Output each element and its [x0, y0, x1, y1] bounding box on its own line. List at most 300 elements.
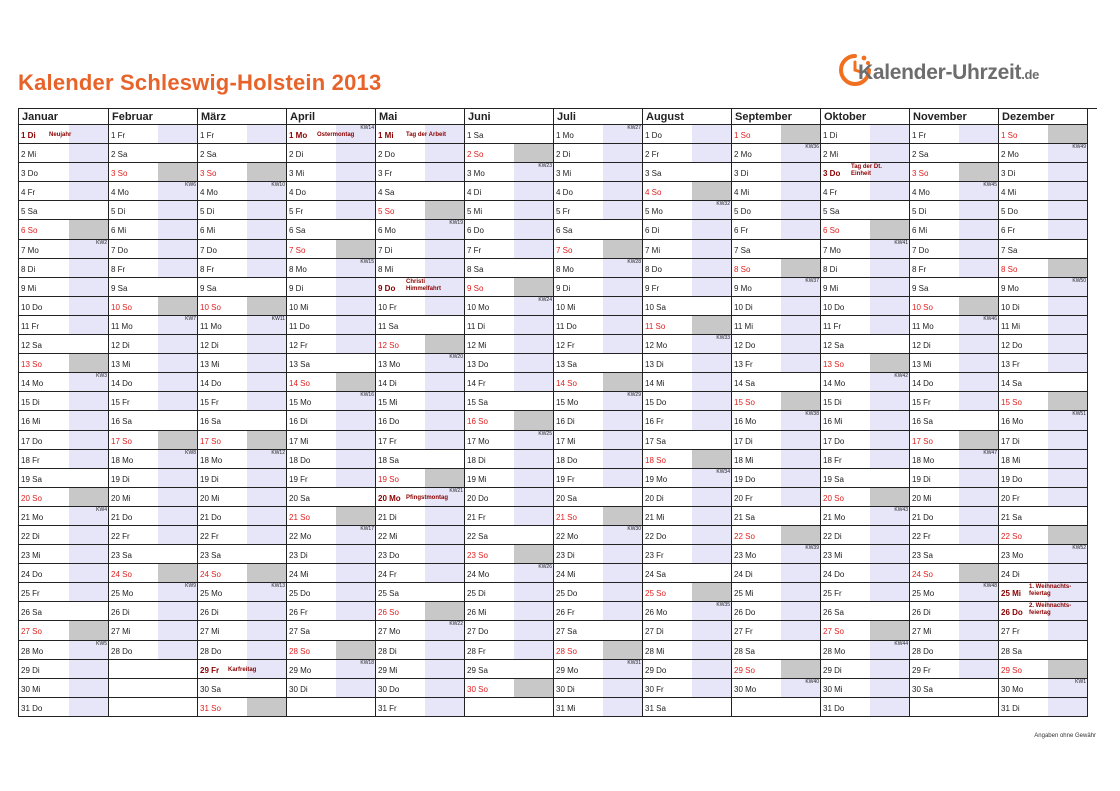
day-cell[interactable] [910, 278, 999, 297]
day-cell[interactable] [287, 316, 376, 335]
day-cell[interactable] [999, 660, 1088, 679]
day-cell[interactable] [554, 259, 643, 278]
day-cell[interactable] [999, 240, 1088, 259]
day-cell[interactable] [109, 278, 198, 297]
day-cell[interactable] [287, 660, 376, 679]
day-cell[interactable] [999, 602, 1088, 621]
day-cell[interactable] [732, 373, 821, 392]
day-cell[interactable] [465, 297, 554, 316]
day-cell[interactable] [109, 564, 198, 583]
day-cell[interactable] [376, 373, 465, 392]
day-cell[interactable] [376, 201, 465, 220]
day-cell[interactable] [109, 469, 198, 488]
day-cell[interactable] [643, 316, 732, 335]
day-cell[interactable] [19, 450, 109, 469]
day-cell[interactable] [198, 507, 287, 526]
day-cell[interactable] [643, 373, 732, 392]
day-cell[interactable] [19, 201, 109, 220]
day-cell[interactable] [19, 163, 109, 182]
day-cell[interactable] [732, 545, 821, 564]
day-cell[interactable] [376, 220, 465, 239]
day-cell[interactable] [643, 335, 732, 354]
day-cell[interactable] [999, 679, 1088, 698]
day-cell[interactable] [910, 526, 999, 545]
day-cell[interactable] [109, 545, 198, 564]
day-cell[interactable] [821, 392, 910, 411]
day-cell[interactable] [198, 354, 287, 373]
day-cell[interactable] [732, 392, 821, 411]
day-cell[interactable] [376, 431, 465, 450]
day-cell[interactable] [465, 392, 554, 411]
day-cell[interactable] [465, 373, 554, 392]
day-cell[interactable] [910, 373, 999, 392]
day-cell[interactable] [465, 220, 554, 239]
day-cell[interactable] [287, 240, 376, 259]
day-cell[interactable] [910, 507, 999, 526]
day-cell[interactable] [287, 641, 376, 660]
day-cell[interactable] [376, 411, 465, 430]
day-cell[interactable] [999, 220, 1088, 239]
day-cell[interactable] [19, 602, 109, 621]
day-cell[interactable] [999, 698, 1088, 717]
day-cell[interactable] [821, 507, 910, 526]
day-cell[interactable] [732, 297, 821, 316]
day-cell[interactable] [376, 526, 465, 545]
day-cell[interactable] [465, 602, 554, 621]
day-cell[interactable] [19, 660, 109, 679]
day-cell[interactable] [999, 469, 1088, 488]
day-cell[interactable] [287, 125, 376, 144]
day-cell[interactable] [732, 431, 821, 450]
day-cell[interactable] [910, 259, 999, 278]
day-cell[interactable] [554, 316, 643, 335]
day-cell[interactable] [643, 660, 732, 679]
day-cell[interactable] [376, 125, 465, 144]
day-cell[interactable] [910, 182, 999, 201]
day-cell[interactable] [821, 641, 910, 660]
day-cell[interactable] [198, 602, 287, 621]
day-cell[interactable] [19, 545, 109, 564]
day-cell[interactable] [732, 316, 821, 335]
day-cell[interactable] [999, 526, 1088, 545]
day-cell[interactable] [465, 163, 554, 182]
day-cell[interactable] [19, 431, 109, 450]
day-cell[interactable] [554, 335, 643, 354]
day-cell[interactable] [376, 144, 465, 163]
day-cell[interactable] [19, 125, 109, 144]
day-cell[interactable] [910, 564, 999, 583]
day-cell[interactable] [198, 583, 287, 602]
day-cell[interactable] [465, 278, 554, 297]
day-cell[interactable] [643, 182, 732, 201]
day-cell[interactable] [821, 220, 910, 239]
day-cell[interactable] [376, 354, 465, 373]
day-cell[interactable] [376, 163, 465, 182]
day-cell[interactable] [376, 507, 465, 526]
day-cell[interactable] [554, 297, 643, 316]
day-cell[interactable] [287, 469, 376, 488]
day-cell[interactable] [999, 392, 1088, 411]
day-cell[interactable] [198, 679, 287, 698]
day-cell[interactable] [643, 259, 732, 278]
day-cell[interactable] [999, 431, 1088, 450]
day-cell[interactable] [19, 144, 109, 163]
day-cell[interactable] [465, 316, 554, 335]
day-cell[interactable] [999, 450, 1088, 469]
day-cell[interactable] [198, 278, 287, 297]
day-cell[interactable] [821, 182, 910, 201]
day-cell[interactable] [19, 335, 109, 354]
day-cell[interactable] [821, 583, 910, 602]
day-cell[interactable] [910, 660, 999, 679]
day-cell[interactable] [732, 488, 821, 507]
day-cell[interactable] [376, 392, 465, 411]
day-cell[interactable] [999, 621, 1088, 640]
day-cell[interactable] [643, 144, 732, 163]
day-cell[interactable] [910, 220, 999, 239]
day-cell[interactable] [198, 621, 287, 640]
day-cell[interactable] [910, 450, 999, 469]
day-cell[interactable] [999, 545, 1088, 564]
day-cell[interactable] [109, 182, 198, 201]
day-cell[interactable] [19, 392, 109, 411]
day-cell[interactable] [910, 679, 999, 698]
day-cell[interactable] [198, 144, 287, 163]
day-cell[interactable] [465, 526, 554, 545]
day-cell[interactable] [287, 163, 376, 182]
day-cell[interactable] [910, 144, 999, 163]
day-cell[interactable] [198, 469, 287, 488]
day-cell[interactable] [287, 450, 376, 469]
day-cell[interactable] [999, 144, 1088, 163]
day-cell[interactable] [732, 163, 821, 182]
day-cell[interactable] [19, 679, 109, 698]
day-cell[interactable] [821, 488, 910, 507]
day-cell[interactable] [643, 698, 732, 717]
day-cell[interactable] [198, 641, 287, 660]
day-cell[interactable] [465, 641, 554, 660]
day-cell[interactable] [999, 641, 1088, 660]
day-cell[interactable] [376, 583, 465, 602]
day-cell[interactable] [19, 583, 109, 602]
day-cell[interactable] [287, 602, 376, 621]
day-cell[interactable] [19, 507, 109, 526]
day-cell[interactable] [287, 392, 376, 411]
day-cell[interactable] [999, 411, 1088, 430]
day-cell[interactable] [109, 602, 198, 621]
day-cell[interactable] [287, 220, 376, 239]
day-cell[interactable] [109, 392, 198, 411]
day-cell[interactable] [109, 354, 198, 373]
day-cell[interactable] [465, 125, 554, 144]
day-cell[interactable] [554, 220, 643, 239]
day-cell[interactable] [732, 660, 821, 679]
day-cell[interactable] [19, 297, 109, 316]
day-cell[interactable] [910, 583, 999, 602]
day-cell[interactable] [198, 526, 287, 545]
day-cell[interactable] [287, 354, 376, 373]
day-cell[interactable] [732, 220, 821, 239]
day-cell[interactable] [109, 621, 198, 640]
day-cell[interactable] [554, 411, 643, 430]
day-cell[interactable] [19, 488, 109, 507]
day-cell[interactable] [287, 545, 376, 564]
day-cell[interactable] [287, 621, 376, 640]
day-cell[interactable] [19, 182, 109, 201]
day-cell[interactable] [287, 144, 376, 163]
day-cell[interactable] [465, 564, 554, 583]
day-cell[interactable] [821, 240, 910, 259]
day-cell[interactable] [999, 583, 1088, 602]
day-cell[interactable] [999, 316, 1088, 335]
day-cell[interactable] [910, 240, 999, 259]
day-cell[interactable] [554, 564, 643, 583]
day-cell[interactable] [821, 660, 910, 679]
day-cell[interactable] [732, 679, 821, 698]
day-cell[interactable] [19, 240, 109, 259]
day-cell[interactable] [198, 335, 287, 354]
day-cell[interactable] [821, 526, 910, 545]
day-cell[interactable] [465, 621, 554, 640]
day-cell[interactable] [465, 240, 554, 259]
day-cell[interactable] [732, 240, 821, 259]
day-cell[interactable] [376, 641, 465, 660]
day-cell[interactable] [999, 201, 1088, 220]
day-cell[interactable] [643, 602, 732, 621]
day-cell[interactable] [109, 163, 198, 182]
day-cell[interactable] [554, 469, 643, 488]
day-cell[interactable] [198, 698, 287, 717]
day-cell[interactable] [643, 125, 732, 144]
day-cell[interactable] [109, 125, 198, 144]
brand-logo[interactable] [838, 48, 1088, 100]
day-cell[interactable] [109, 144, 198, 163]
day-cell[interactable] [732, 621, 821, 640]
day-cell[interactable] [198, 316, 287, 335]
day-cell[interactable] [999, 259, 1088, 278]
day-cell[interactable] [109, 431, 198, 450]
day-cell[interactable] [376, 335, 465, 354]
day-cell[interactable] [19, 564, 109, 583]
day-cell[interactable] [19, 411, 109, 430]
day-cell[interactable] [821, 297, 910, 316]
day-cell[interactable] [910, 488, 999, 507]
day-cell[interactable] [643, 201, 732, 220]
day-cell[interactable] [198, 431, 287, 450]
day-cell[interactable] [910, 354, 999, 373]
day-cell[interactable] [732, 201, 821, 220]
day-cell[interactable] [19, 354, 109, 373]
day-cell[interactable] [554, 641, 643, 660]
day-cell[interactable] [999, 507, 1088, 526]
day-cell[interactable] [554, 163, 643, 182]
day-cell[interactable] [999, 297, 1088, 316]
day-cell[interactable] [732, 278, 821, 297]
day-cell[interactable] [109, 507, 198, 526]
day-cell[interactable] [821, 201, 910, 220]
day-cell[interactable] [643, 621, 732, 640]
day-cell[interactable] [19, 641, 109, 660]
day-cell[interactable] [376, 621, 465, 640]
day-cell[interactable] [109, 297, 198, 316]
day-cell[interactable] [465, 469, 554, 488]
day-cell[interactable] [643, 392, 732, 411]
day-cell[interactable] [910, 125, 999, 144]
day-cell[interactable] [821, 354, 910, 373]
day-cell[interactable] [465, 411, 554, 430]
day-cell[interactable] [198, 220, 287, 239]
day-cell[interactable] [732, 335, 821, 354]
day-cell[interactable] [910, 411, 999, 430]
day-cell[interactable] [465, 259, 554, 278]
day-cell[interactable] [554, 278, 643, 297]
day-cell[interactable] [732, 182, 821, 201]
day-cell[interactable] [910, 201, 999, 220]
day-cell[interactable] [19, 259, 109, 278]
day-cell[interactable] [821, 163, 910, 182]
day-cell[interactable] [376, 450, 465, 469]
day-cell[interactable] [198, 411, 287, 430]
day-cell[interactable] [287, 431, 376, 450]
day-cell[interactable] [643, 641, 732, 660]
day-cell[interactable] [109, 411, 198, 430]
day-cell[interactable] [821, 469, 910, 488]
day-cell[interactable] [910, 469, 999, 488]
day-cell[interactable] [287, 278, 376, 297]
day-cell[interactable] [643, 469, 732, 488]
day-cell[interactable] [732, 641, 821, 660]
day-cell[interactable] [109, 240, 198, 259]
day-cell[interactable] [198, 201, 287, 220]
day-cell[interactable] [821, 259, 910, 278]
day-cell[interactable] [732, 507, 821, 526]
day-cell[interactable] [821, 564, 910, 583]
day-cell[interactable] [732, 144, 821, 163]
day-cell[interactable] [109, 220, 198, 239]
day-cell[interactable] [821, 411, 910, 430]
day-cell[interactable] [910, 335, 999, 354]
day-cell[interactable] [554, 450, 643, 469]
day-cell[interactable] [465, 545, 554, 564]
day-cell[interactable] [287, 488, 376, 507]
day-cell[interactable] [554, 354, 643, 373]
day-cell[interactable] [732, 259, 821, 278]
day-cell[interactable] [287, 201, 376, 220]
day-cell[interactable] [109, 488, 198, 507]
day-cell[interactable] [109, 526, 198, 545]
day-cell[interactable] [910, 431, 999, 450]
day-cell[interactable] [999, 125, 1088, 144]
day-cell[interactable] [821, 278, 910, 297]
day-cell[interactable] [376, 278, 465, 297]
day-cell[interactable] [198, 373, 287, 392]
day-cell[interactable] [821, 450, 910, 469]
day-cell[interactable] [910, 392, 999, 411]
day-cell[interactable] [821, 373, 910, 392]
day-cell[interactable] [109, 583, 198, 602]
day-cell[interactable] [732, 526, 821, 545]
day-cell[interactable] [643, 545, 732, 564]
day-cell[interactable] [109, 316, 198, 335]
day-cell[interactable] [287, 259, 376, 278]
day-cell[interactable] [554, 583, 643, 602]
day-cell[interactable] [198, 488, 287, 507]
day-cell[interactable] [732, 602, 821, 621]
day-cell[interactable] [643, 488, 732, 507]
day-cell[interactable] [910, 316, 999, 335]
day-cell[interactable] [910, 297, 999, 316]
day-cell[interactable] [732, 354, 821, 373]
day-cell[interactable] [821, 602, 910, 621]
day-cell[interactable] [376, 564, 465, 583]
day-cell[interactable] [465, 488, 554, 507]
day-cell[interactable] [198, 259, 287, 278]
day-cell[interactable] [554, 488, 643, 507]
day-cell[interactable] [554, 373, 643, 392]
day-cell[interactable] [465, 679, 554, 698]
day-cell[interactable] [554, 182, 643, 201]
day-cell[interactable] [376, 182, 465, 201]
day-cell[interactable] [910, 545, 999, 564]
day-cell[interactable] [287, 373, 376, 392]
day-cell[interactable] [821, 621, 910, 640]
day-cell[interactable] [19, 526, 109, 545]
day-cell[interactable] [732, 411, 821, 430]
day-cell[interactable] [465, 450, 554, 469]
day-cell[interactable] [554, 545, 643, 564]
day-cell[interactable] [376, 698, 465, 717]
day-cell[interactable] [19, 698, 109, 717]
day-cell[interactable] [19, 621, 109, 640]
day-cell[interactable] [198, 564, 287, 583]
day-cell[interactable] [376, 679, 465, 698]
day-cell[interactable] [643, 240, 732, 259]
day-cell[interactable] [109, 450, 198, 469]
day-cell[interactable] [999, 163, 1088, 182]
day-cell[interactable] [465, 335, 554, 354]
day-cell[interactable] [999, 488, 1088, 507]
day-cell[interactable] [376, 602, 465, 621]
day-cell[interactable] [999, 278, 1088, 297]
day-cell[interactable] [198, 392, 287, 411]
day-cell[interactable] [198, 297, 287, 316]
day-cell[interactable] [732, 125, 821, 144]
day-cell[interactable] [109, 201, 198, 220]
day-cell[interactable] [376, 316, 465, 335]
day-cell[interactable] [643, 354, 732, 373]
day-cell[interactable] [643, 220, 732, 239]
day-cell[interactable] [643, 431, 732, 450]
day-cell[interactable] [19, 316, 109, 335]
day-cell[interactable] [287, 679, 376, 698]
day-cell[interactable] [554, 240, 643, 259]
day-cell[interactable] [643, 679, 732, 698]
day-cell[interactable] [999, 182, 1088, 201]
day-cell[interactable] [465, 354, 554, 373]
day-cell[interactable] [554, 679, 643, 698]
day-cell[interactable] [643, 583, 732, 602]
day-cell[interactable] [643, 297, 732, 316]
day-cell[interactable] [643, 564, 732, 583]
day-cell[interactable] [821, 698, 910, 717]
day-cell[interactable] [19, 278, 109, 297]
day-cell[interactable] [287, 182, 376, 201]
day-cell[interactable] [999, 354, 1088, 373]
day-cell[interactable] [198, 450, 287, 469]
day-cell[interactable] [198, 163, 287, 182]
day-cell[interactable] [821, 335, 910, 354]
day-cell[interactable] [554, 125, 643, 144]
